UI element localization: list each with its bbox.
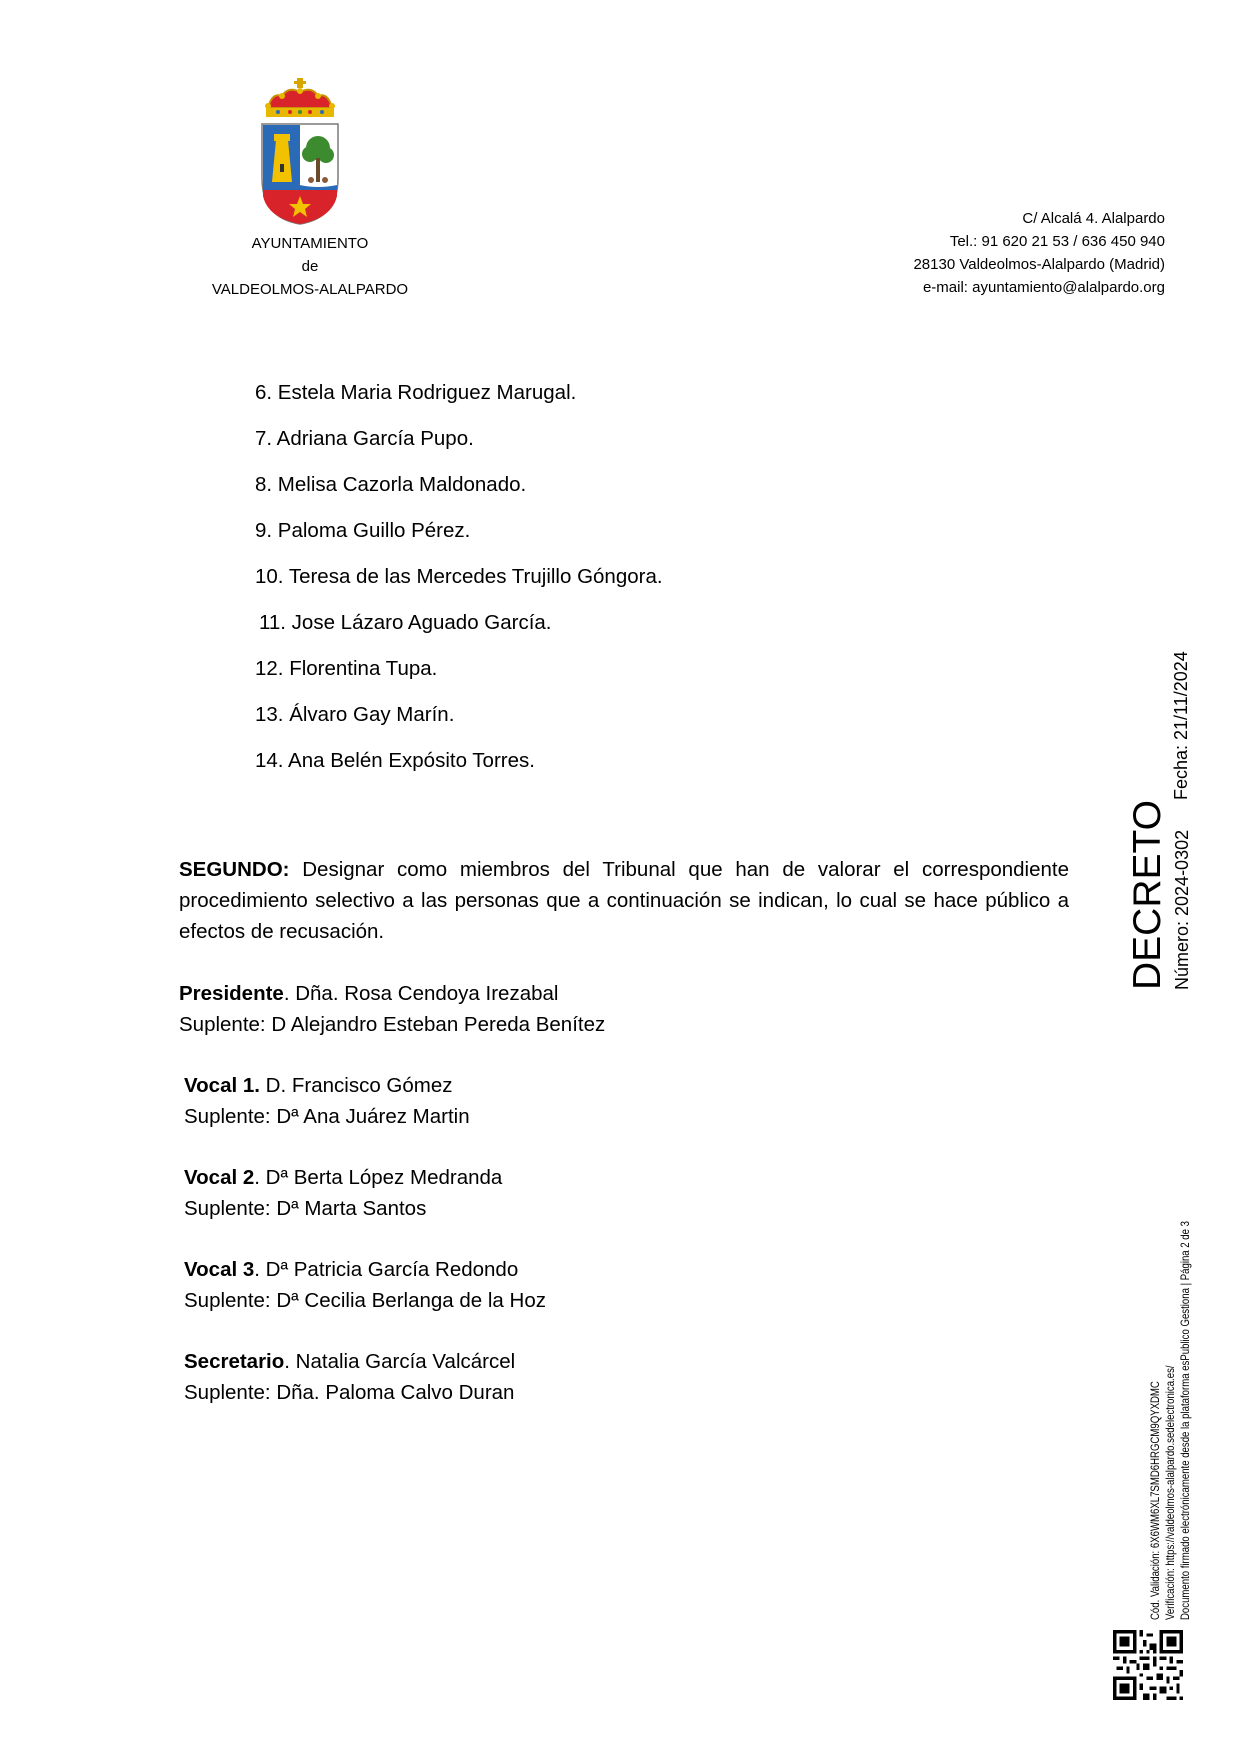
member-substitute: Suplente: Dª Ana Juárez Martin (184, 1105, 470, 1128)
municipal-coat-of-arms-icon (258, 78, 342, 228)
list-item: 9. Paloma Guillo Pérez. (255, 519, 471, 542)
member-role: Vocal 1. (184, 1074, 260, 1097)
member-name: D. Francisco Gómez (259, 1074, 453, 1097)
member-role: Vocal 2 (184, 1166, 255, 1189)
segundo-label: SEGUNDO: (179, 858, 290, 881)
member-name: . Dª Berta López Medranda (254, 1166, 503, 1189)
decree-label: DECRETO (1126, 800, 1169, 990)
decree-number: Número: 2024-0302 (1172, 829, 1192, 990)
list-item: 14. Ana Belén Expósito Torres. (255, 749, 535, 772)
validation-code: Cód. Validación: 6X6WM6XL7SMD6HRGCM9QYXDMC (1148, 1381, 1162, 1620)
member-name: . Natalia García Valcárcel (284, 1350, 516, 1373)
tribunal-members (179, 978, 605, 1438)
address-phone: Tel.: 91 620 21 53 / 636 450 940 (949, 233, 1165, 250)
contact-address (913, 207, 1165, 299)
segundo-paragraph (179, 854, 1069, 947)
member-substitute: Suplente: Dª Cecilia Berlanga de la Hoz (184, 1289, 546, 1312)
list-item: 7. Adriana García Pupo. (255, 427, 474, 450)
decree-date: Fecha: 21/11/2024 (1171, 651, 1191, 800)
verification-block (1148, 1060, 1208, 1620)
member-role: Presidente (179, 982, 284, 1005)
member-substitute: Suplente: D Alejandro Esteban Pereda Benítez (179, 1013, 606, 1036)
list-item: 6. Estela Maria Rodriguez Marugal. (255, 381, 577, 404)
list-item: 12. Florentina Tupa. (255, 657, 438, 680)
tribunal-member-vocal-2 (179, 1162, 605, 1224)
applicant-list (255, 378, 663, 792)
list-item: 13. Álvaro Gay Marín. (255, 703, 455, 726)
list-item: 10. Teresa de las Mercedes Trujillo Góngora. (255, 565, 663, 588)
member-role: Vocal 3 (184, 1258, 255, 1281)
member-substitute: Suplente: Dña. Paloma Calvo Duran (184, 1381, 515, 1404)
verification-url[interactable]: Verificación: https://valdeolmos-alalpardo.sedelectronica.es/ (1163, 1365, 1177, 1620)
address-street: C/ Alcalá 4. Alalpardo (1022, 210, 1165, 227)
member-name: . Dª Patricia García Redondo (254, 1258, 519, 1281)
member-substitute: Suplente: Dª Marta Santos (184, 1197, 427, 1220)
address-city: 28130 Valdeolmos-Alalpardo (Madrid) (913, 256, 1165, 273)
org-line-3: VALDEOLMOS-ALALPARDO (211, 281, 409, 298)
address-email[interactable]: e-mail: ayuntamiento@alalpardo.org (922, 279, 1165, 296)
organization-name (190, 232, 430, 301)
member-role: Secretario (184, 1350, 285, 1373)
list-item: 8. Melisa Cazorla Maldonado. (255, 473, 527, 496)
member-name: . Dña. Rosa Cendoya Irezabal (283, 982, 559, 1005)
org-line-2: de (301, 258, 319, 275)
qr-code-icon[interactable] (1113, 1630, 1183, 1700)
segundo-text: Designar como miembros del Tribunal que han de valorar el correspondiente procedimiento selectivo a las personas que a continuación se indican, lo cual se hace público a efectos de recusación. (179, 858, 1069, 943)
tribunal-member-presidente (179, 978, 605, 1040)
signature-note: Documento firmado electrónicamente desde la plataforma esPublico Gestiona | Página 2 de 3 (1178, 1221, 1192, 1620)
org-line-1: AYUNTAMIENTO (251, 235, 369, 252)
tribunal-member-vocal-3 (179, 1254, 605, 1316)
list-item: 11. Jose Lázaro Aguado García. (259, 611, 552, 634)
tribunal-member-secretario (179, 1346, 605, 1408)
tribunal-member-vocal-1 (179, 1070, 605, 1132)
